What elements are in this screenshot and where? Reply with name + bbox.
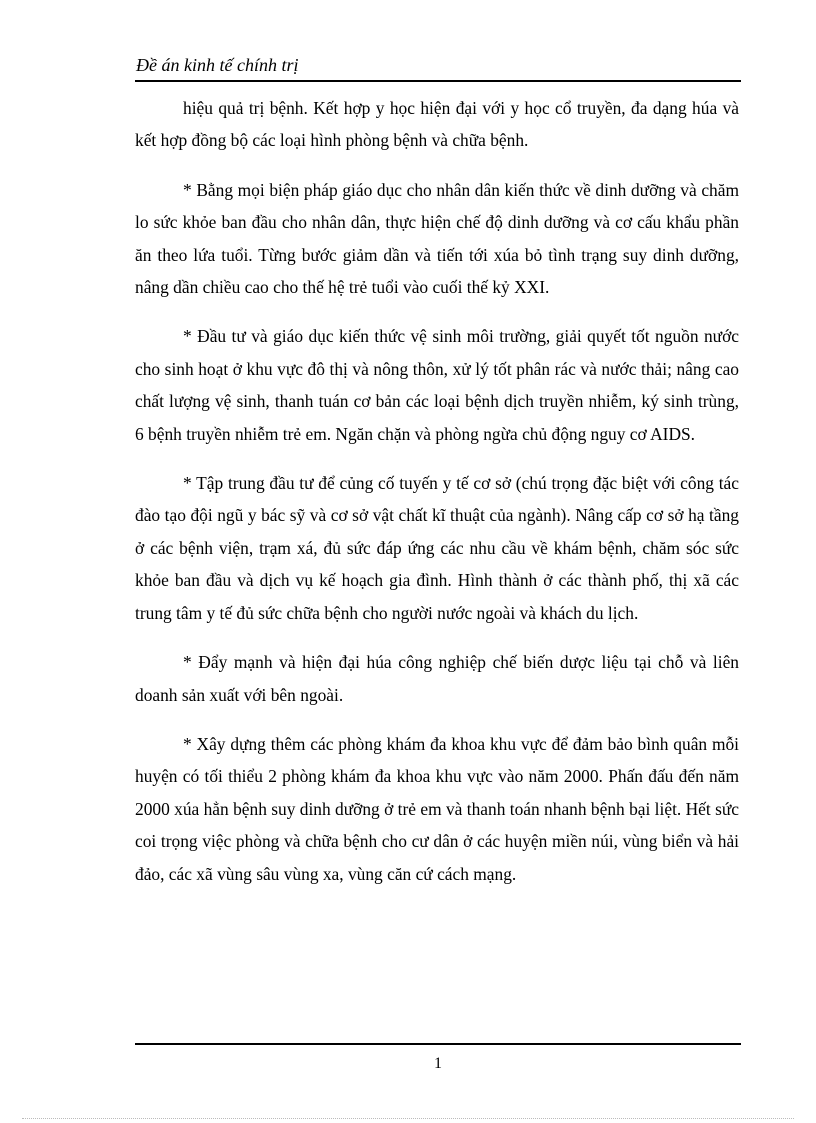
paragraph: hiệu quả trị bệnh. Kết hợp y học hiện đại với y học cổ truyền, đa dạng húa và kết hợp đồng bộ các loại hình phòng bệnh và chữa bệnh.: [135, 98, 739, 151]
paragraph: * Đầu tư và giáo dục kiến thức vệ sinh môi trường, giải quyết tốt nguồn nước cho sinh hoạt ở khu vực đô thị và nông thôn, xử lý tốt phân rác và nước thải; nâng cao chất lượng vệ sinh, thanh tuán cơ bản các loại bệnh dịch truyền nhiễm, ký sinh trùng, 6 bệnh truyền nhiễm trẻ em. Ngăn chặn và phòng ngừa chủ động nguy cơ AIDS.: [135, 326, 739, 444]
header-title: Đề án kinh tế chính trị: [136, 55, 299, 75]
page-number: 1: [434, 1055, 442, 1072]
page-edge-dots: [22, 1118, 794, 1119]
header-rule: [135, 80, 741, 82]
body-text: [135, 92, 739, 890]
paragraph-gap: [135, 450, 739, 467]
paragraph: * Xây dựng thêm các phòng khám đa khoa khu vực để đảm bảo bình quân mỗi huyện có tối thiểu 2 phòng khám đa khoa khu vực vào năm 2000. Phấn đấu đến năm 2000 xúa hẳn bệnh suy dinh dưỡng ở trẻ em và thanh toán nhanh bệnh bại liệt. Hết sức coi trọng việc phòng và chữa bệnh cho cư dân ở các huyện miền núi, vùng biển và hải đảo, các xã vùng sâu vùng xa, vùng căn cứ cách mạng.: [135, 733, 739, 884]
paragraph-gap: [135, 711, 739, 728]
footer-rule: [135, 1043, 741, 1045]
page-footer: [135, 1043, 741, 1075]
paragraph: * Bằng mọi biện pháp giáo dục cho nhân dân kiến thức về dinh dưỡng và chăm lo sức khỏe ban đầu cho nhân dân, thực hiện chế độ dinh dưỡng và cơ cấu khẩu phần ăn theo lứa tuổi. Từng bước giảm dần và tiến tới xúa bỏ tình trạng suy dinh dưỡng, nâng dần chiều cao cho thế hệ trẻ tuổi vào cuối thế kỷ XXI.: [135, 179, 739, 298]
paragraph-gap: [135, 629, 739, 646]
paragraph-gap: [135, 303, 739, 320]
paragraph: * Đẩy mạnh và hiện đại húa công nghiệp chế biến dược liệu tại chỗ và liên doanh sản xuất với bên ngoài.: [135, 652, 739, 705]
paragraph-gap: [135, 157, 739, 174]
page-header: [135, 54, 741, 82]
paragraph: * Tập trung đầu tư để củng cố tuyến y tế cơ sở (chú trọng đặc biệt với công tác đào tạo đội ngũ y bác sỹ và cơ sở vật chất kĩ thuật của ngành). Nâng cấp cơ sở hạ tầng ở các bệnh viện, trạm xá, đủ sức đáp ứng các nhu cầu về khám bệnh, chăm sóc sức khỏe ban đầu và dịch vụ kế hoạch gia đình. Hình thành ở các thành phố, thị xã các trung tâm y tế đủ sức chữa bệnh cho người nước ngoài và khách du lịch.: [135, 473, 739, 623]
